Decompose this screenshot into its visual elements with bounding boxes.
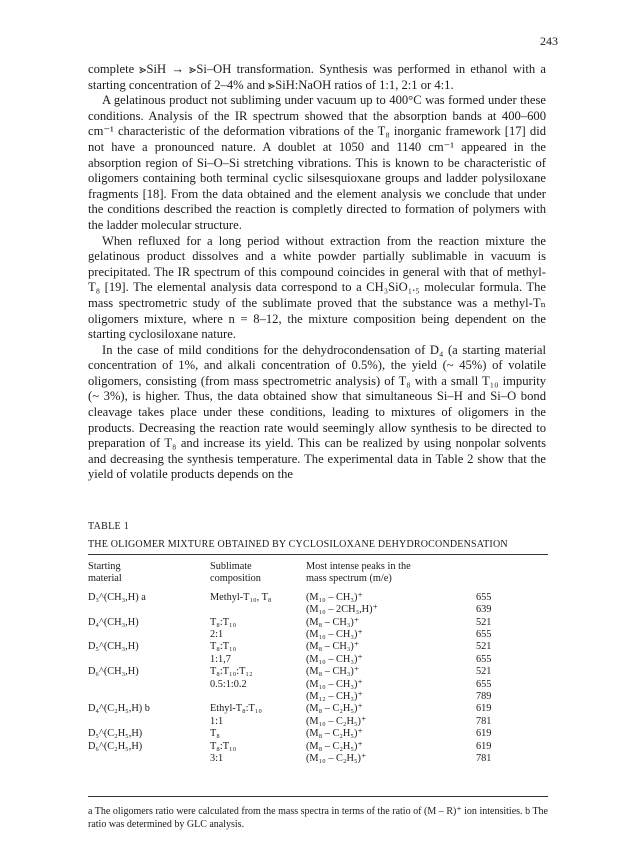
table-top-rule — [88, 554, 548, 555]
body-text — [88, 62, 546, 483]
sublimate-composition-cell — [210, 703, 306, 728]
table-header-row — [88, 561, 548, 592]
mz-value-cell — [476, 592, 548, 617]
mz-value-cell-line: 521 — [476, 666, 492, 678]
mz-value-cell — [476, 641, 548, 666]
mass-peak-cell-line: (M₈ – C₂H₅)⁺ — [306, 703, 363, 715]
mz-value-cell-line: 521 — [476, 641, 492, 653]
sublimate-composition-cell-line: 1:1,7 — [210, 653, 231, 665]
sublimate-composition-cell-line: 2:1 — [210, 629, 224, 641]
mz-value-cell-line: 655 — [476, 629, 492, 641]
table-body — [88, 592, 548, 766]
table-bottom-rule — [88, 796, 548, 797]
mass-peak-cell-line: (M₁₂ – CH₃)⁺ — [306, 691, 363, 703]
mass-peak-cell-line: (M₁₀ – CH₃)⁺ — [306, 653, 363, 665]
starting-material-cell — [88, 641, 210, 666]
table-row — [88, 617, 548, 642]
sublimate-composition-cell-line: 1:1 — [210, 715, 224, 727]
mz-value-cell-line: 789 — [476, 691, 492, 703]
sublimate-composition-cell-line: 0.5:1:0.2 — [210, 678, 247, 690]
sublimate-composition-cell-line: 3:1 — [210, 753, 224, 765]
mz-value-cell — [476, 741, 548, 766]
paragraph-1: complete ⪢SiH → ⪢Si–OH transformation. Synthesis was performed in ethanol with a starting concentration of 2–4% and ⪢SiH:NaOH ratios of 1:1, 2:1 or 4:1. — [88, 62, 546, 92]
mass-peak-cell-line: (M₁₀ – C₂H₅)⁺ — [306, 753, 367, 765]
table-row — [88, 592, 548, 617]
mz-value-cell — [476, 617, 548, 642]
starting-material-cell — [88, 592, 210, 617]
mass-peak-cell-line: (M₈ – CH₃)⁺ — [306, 616, 360, 628]
mz-value-cell-line: 781 — [476, 753, 492, 765]
mass-peak-cell — [306, 592, 476, 617]
mass-peak-cell-line: (M₈ – C₂H₅)⁺ — [306, 728, 363, 740]
starting-material-cell-line: D₅^(C₂H₅,H) — [88, 728, 143, 740]
mass-peak-cell-line: (M₈ – CH₃)⁺ — [306, 641, 360, 653]
mz-value-cell-line: 655 — [476, 591, 492, 603]
starting-material-cell — [88, 666, 210, 703]
sublimate-composition-cell — [210, 641, 306, 666]
table-row — [88, 741, 548, 766]
page-number: 243 — [540, 34, 558, 48]
sublimate-composition-cell-line: T₈:T₁₀ — [210, 641, 237, 653]
mass-peak-cell — [306, 728, 476, 740]
table-row — [88, 641, 548, 666]
mz-value-cell-line: 619 — [476, 703, 492, 715]
starting-material-cell — [88, 617, 210, 642]
starting-material-cell-line: D₆^(CH₃,H) — [88, 666, 139, 678]
sublimate-composition-cell-line: T₈ — [210, 728, 220, 740]
mass-peak-cell-line: (M₁₀ – C₂H₅)⁺ — [306, 715, 367, 727]
sublimate-composition-cell-line: T₈:T₁₀ — [210, 740, 237, 752]
mass-peak-cell-line: (M₈ – CH₃)⁺ — [306, 666, 360, 678]
table-footnote: a The oligomers ratio were calculated from the mass spectra in terms of the ratio of (M – R)⁺ ion intensities. b The ratio was determined by GLC analysis. — [88, 806, 548, 830]
header-starting-material: Starting material — [88, 561, 122, 585]
starting-material-cell — [88, 703, 210, 728]
mz-value-cell-line: 521 — [476, 616, 492, 628]
mass-peak-cell — [306, 741, 476, 766]
sublimate-composition-cell-line: Methyl-T₁₀, T₈ — [210, 591, 272, 603]
mass-peak-cell — [306, 617, 476, 642]
sublimate-composition-cell — [210, 728, 306, 740]
header-mass-spectrum: Most intense peaks in the mass spectrum (m/e) — [306, 561, 411, 585]
mass-peak-cell-line: (M₁₀ – CH₃)⁺ — [306, 629, 363, 641]
starting-material-cell-line: D₄^(CH₃,H) — [88, 616, 139, 628]
table-row — [88, 728, 548, 740]
mz-value-cell-line: 619 — [476, 740, 492, 752]
mass-peak-cell-line: (M₈ – C₂H₅)⁺ — [306, 740, 363, 752]
mz-value-cell — [476, 666, 548, 703]
mass-peak-cell — [306, 703, 476, 728]
sublimate-composition-cell-line: Ethyl-T₈:T₁₀ — [210, 703, 262, 715]
sublimate-composition-cell — [210, 666, 306, 703]
paragraph-2: A gelatinous product not subliming under vacuum up to 400°C was formed under these conditions. Analysis of the IR spectrum showed that the absorption bands at 400–600 cm⁻¹ characteristic of the deformation vibrations of the T₈ inorganic framework [17] did not have a pronounced nature. A doublet at 1050 and 1140 cm⁻¹ appeared in the absorption region of Si–O–Si stretching vibrations. This is known to be characteristic of oligomers containing both terminal cyclic silsesquioxane groups and ladder polysiloxane fragments [18]. From the data obtained and the element analysis we conclude that under the conditions described the reaction is completly directed to formation of polymers with the ladder molecular structure. — [88, 93, 546, 232]
sublimate-composition-cell — [210, 741, 306, 766]
mz-value-cell-line: 655 — [476, 653, 492, 665]
table-row — [88, 703, 548, 728]
paragraph-4: In the case of mild conditions for the dehydrocondensation of D₄ (a starting material concentration of 1%, and alkali concentration of 0.5%), the yield (~ 45%) of volatile oligomers, consisting (from mass spectrometric analysis) of T₈ with a small T₁₀ impurity (~ 3%), is higher. Thus, the data obtained show that simultaneous Si–H and Si–O bond cleavage takes place under these conditions, leading to mixtures of oligomers in the products. Decreasing the reaction rate would seemingly allow synthesis to be directed to preparation of T₈ and increase its yield. This can be realized by using nonpolar solvents and decreasing the synthesis temperature. The experimental data in Table 2 show that the yield of volatile products depends on the — [88, 342, 546, 482]
sublimate-composition-cell — [210, 592, 306, 617]
table-label: TABLE 1 — [88, 521, 130, 532]
starting-material-cell — [88, 741, 210, 766]
table-title: THE OLIGOMER MIXTURE OBTAINED BY CYCLOSILOXANE DEHYDROCONDENSATION — [88, 539, 508, 550]
header-sublimate-composition: Sublimate composition — [210, 561, 261, 585]
starting-material-cell-line: D₃^(CH₃,H) a — [88, 591, 146, 603]
mz-value-cell-line: 619 — [476, 728, 492, 740]
starting-material-cell-line: D₅^(CH₃,H) — [88, 641, 139, 653]
starting-material-cell — [88, 728, 210, 740]
sublimate-composition-cell-line: T₈:T₁₀ — [210, 616, 237, 628]
mz-value-cell-line: 655 — [476, 678, 492, 690]
mz-value-cell-line: 781 — [476, 715, 492, 727]
header-values — [476, 561, 548, 592]
starting-material-cell-line: D₆^(C₂H₅,H) — [88, 740, 143, 752]
mass-peak-cell — [306, 666, 476, 703]
mass-peak-cell-line: (M₁₀ – CH₃)⁺ — [306, 591, 363, 603]
sublimate-composition-cell-line: T₈:T₁₀:T₁₂ — [210, 666, 253, 678]
mz-value-cell-line: 639 — [476, 604, 492, 616]
mass-peak-cell-line: (M₁₀ – 2CH₃,H)⁺ — [306, 604, 378, 616]
sublimate-composition-cell — [210, 617, 306, 642]
mz-value-cell — [476, 703, 548, 728]
starting-material-cell-line: D₄^(C₂H₅,H) b — [88, 703, 150, 715]
mass-peak-cell-line: (M₁₀ – CH₃)⁺ — [306, 678, 363, 690]
mz-value-cell — [476, 728, 548, 740]
table-row — [88, 666, 548, 703]
paragraph-3: When refluxed for a long period without extraction from the reaction mixture the gelatinous product dissolves and a white powder partially sublimable in vacuum is precipitated. The IR spectrum of this compound coincides in general with that of methyl-T₈ [19]. The elemental analysis data correspond to a CH₃SiO₁.₅ molecular formula. The mass spectrometric study of the sublimate proved that the substance was a methyl-Tₙ oligomers mixture, where n = 8–12, the mixture composition being dependent on the starting cyclosiloxane nature. — [88, 233, 546, 342]
mass-peak-cell — [306, 641, 476, 666]
oligomer-table — [88, 561, 548, 766]
